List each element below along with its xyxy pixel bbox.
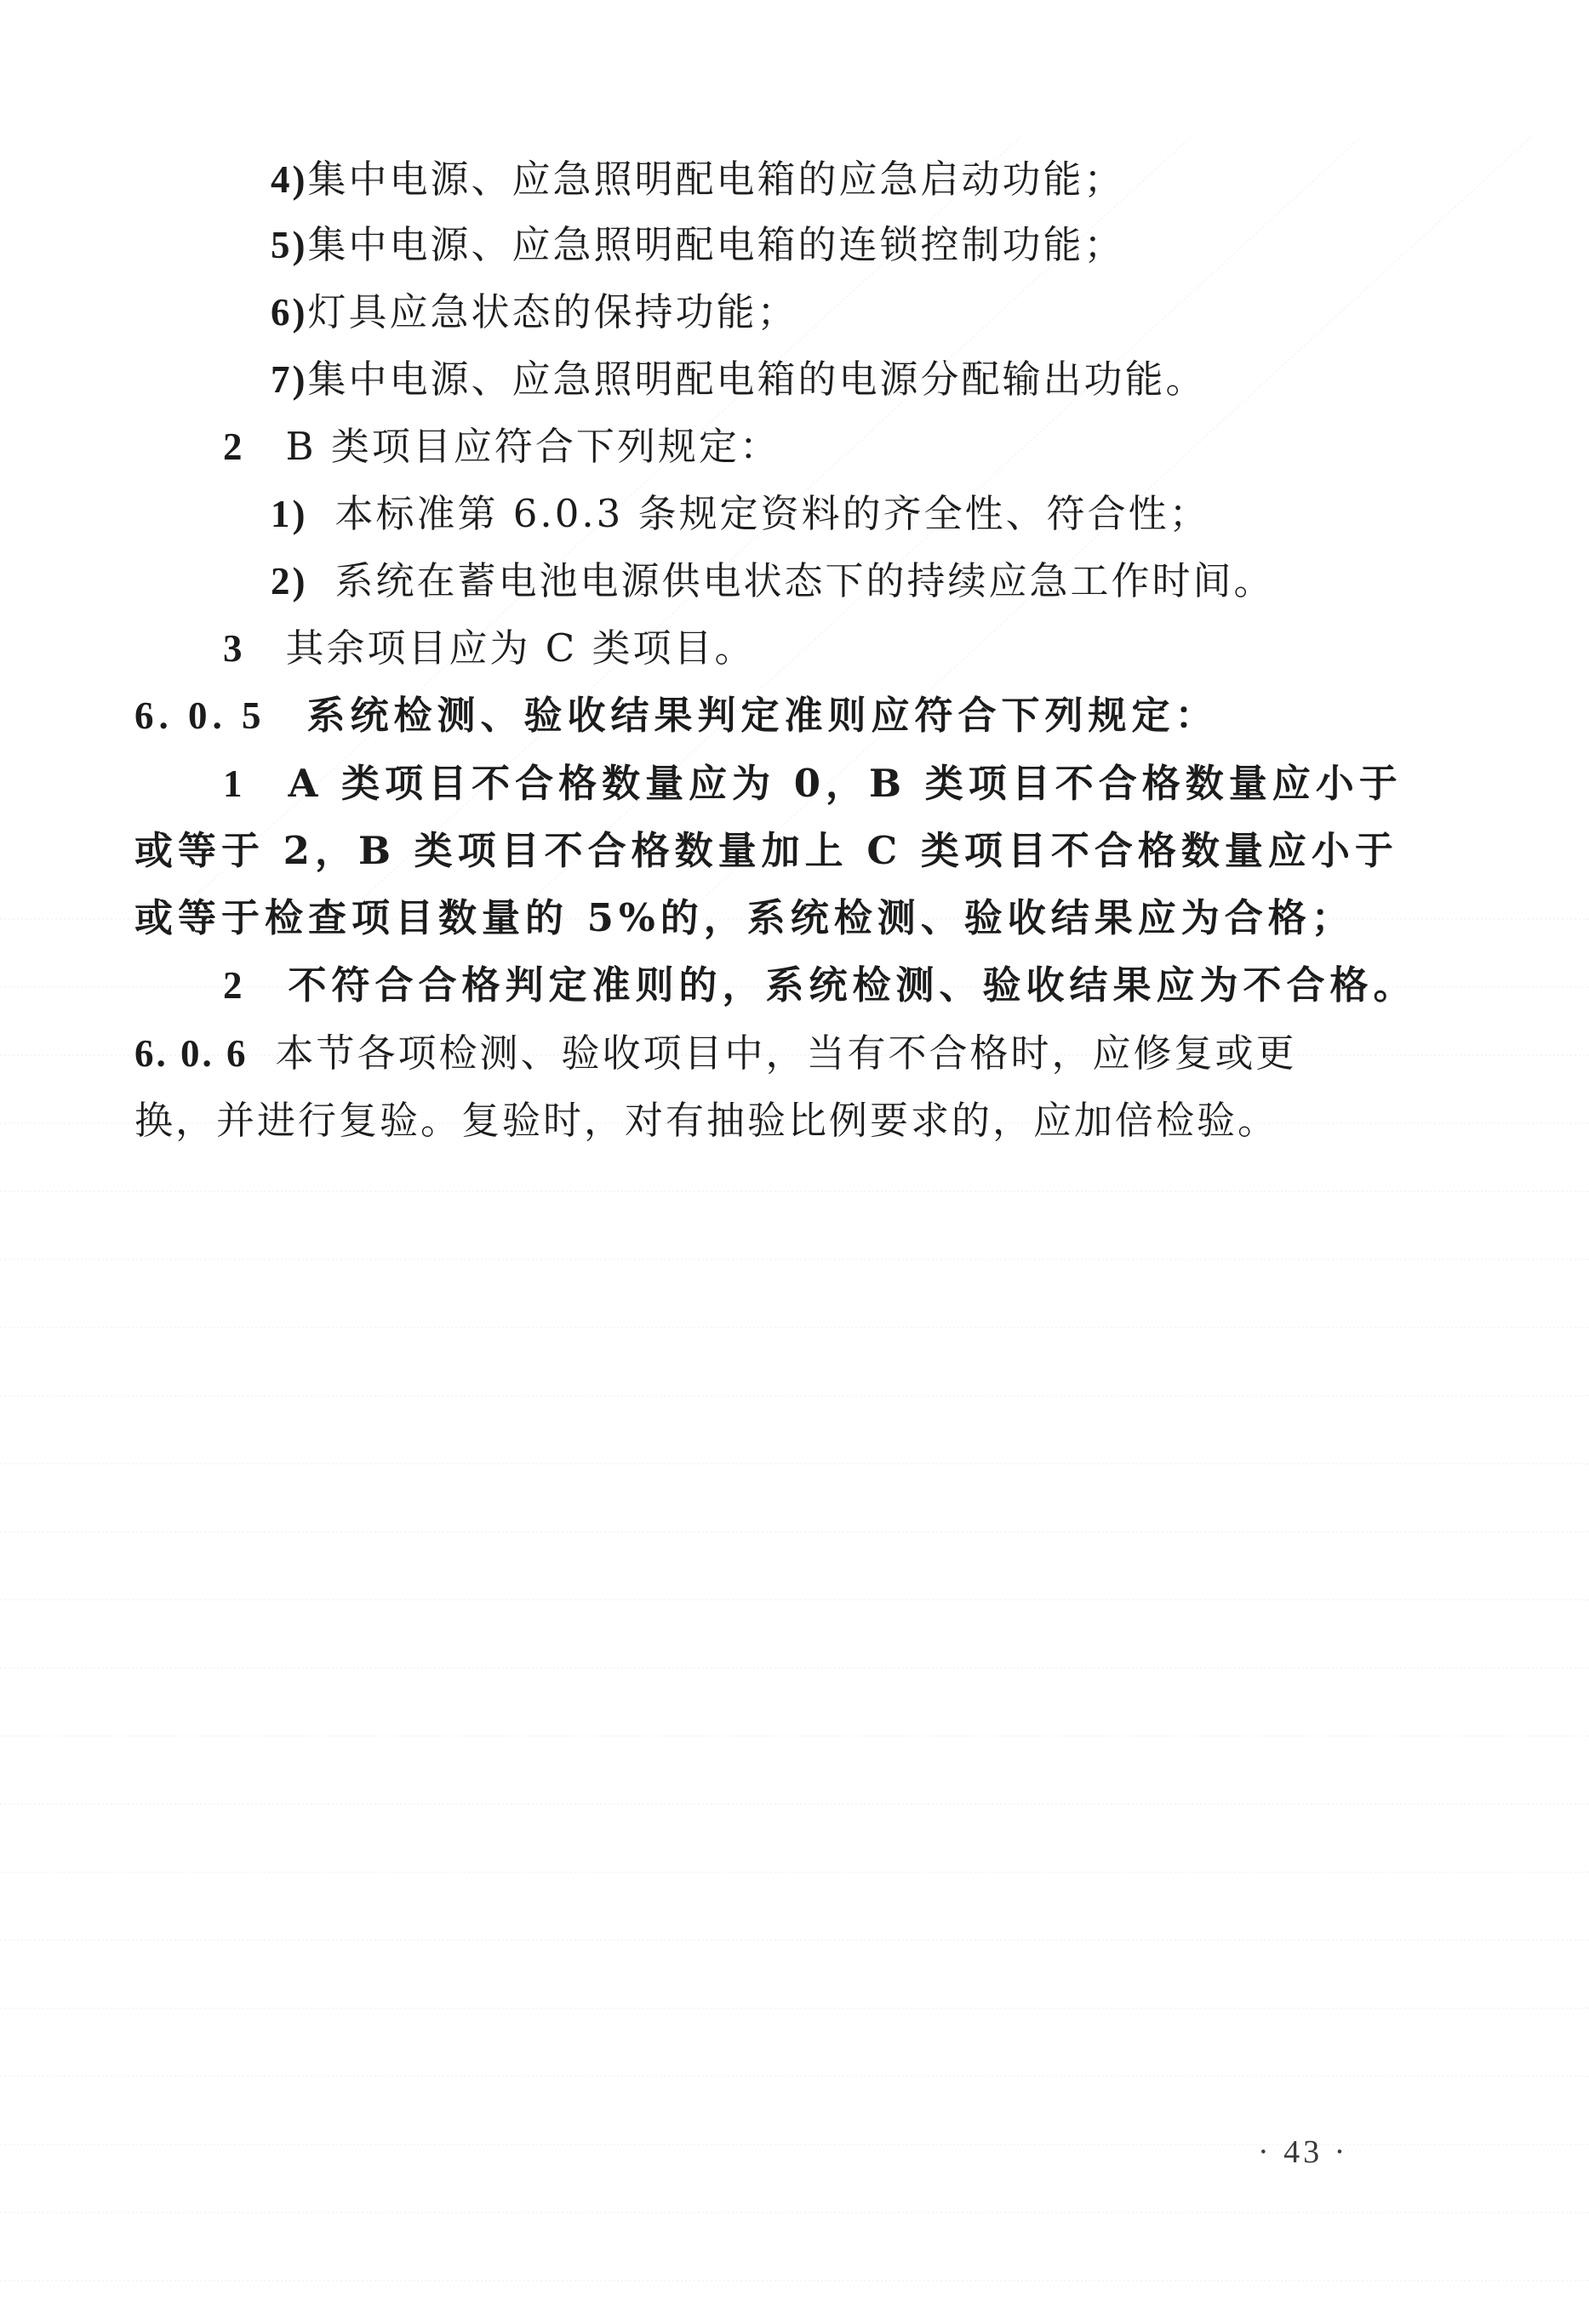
item-5-text: 集中电源、应急照明配电箱的连锁控制功能； <box>307 222 1125 267</box>
item-7-label: 7) <box>271 358 308 401</box>
clause-605-item2-text: 不符合合格判定准则的，系统检测、验收结果应为不合格。 <box>288 962 1417 1008</box>
clause-606-number: 6. 0. 6 <box>134 1032 249 1075</box>
clause-605-item1-line1 <box>223 760 1403 808</box>
clause-605-item2-label: 2 <box>223 964 248 1007</box>
item-b-1-text: 本标准第 6.0.3 条规定资料的齐全性、符合性； <box>334 491 1210 536</box>
clause-606-line1 <box>134 1030 1297 1077</box>
item-b-class <box>223 423 780 471</box>
item-b-1 <box>271 490 1210 538</box>
item-6-label: 6) <box>271 291 308 334</box>
clause-605-item1-line3 <box>134 894 1355 942</box>
item-c-class <box>223 625 756 672</box>
item-4-label: 4) <box>271 158 308 201</box>
clause-605-heading <box>134 692 1219 739</box>
item-6 <box>271 288 798 336</box>
clause-605-item1-text-2: 或等于 2，B 类项目不合格数量加上 C 类项目不合格数量应小于 <box>134 828 1398 873</box>
item-6-text: 灯具应急状态的保持功能； <box>307 289 798 334</box>
clause-605-item1-text-3: 或等于检查项目数量的 5%的，系统检测、验收结果应为合格； <box>134 895 1355 940</box>
clause-605-title: 系统检测、验收结果判定准则应符合下列规定： <box>306 693 1219 738</box>
clause-605-item1-line2 <box>134 827 1398 875</box>
item-b-1-label: 1) <box>271 493 308 535</box>
item-b-2 <box>271 557 1275 605</box>
item-5-label: 5) <box>271 224 308 266</box>
clause-605-item2 <box>223 962 1417 1009</box>
item-4-text: 集中电源、应急照明配电箱的应急启动功能； <box>307 157 1125 202</box>
clause-605-item1-label: 1 <box>223 762 248 805</box>
clause-605-item1-text-1: A 类项目不合格数量应为 0，B 类项目不合格数量应小于 <box>288 761 1403 806</box>
item-5 <box>271 221 1125 269</box>
item-b-2-label: 2) <box>271 560 308 602</box>
clause-606-text-1: 本节各项检测、验收项目中，当有不合格时，应修复或更 <box>275 1031 1297 1076</box>
item-c-class-text: 其余项目应为 C 类项目。 <box>285 625 756 671</box>
item-b-class-label: 2 <box>223 425 245 468</box>
clause-606-text-2: 换，并进行复验。复验时，对有抽验比例要求的，应加倍检验。 <box>134 1098 1279 1143</box>
item-7 <box>271 356 1207 403</box>
item-b-class-text: B 类项目应符合下列规定： <box>285 424 780 469</box>
item-c-class-label: 3 <box>223 627 245 670</box>
page-number: · 43 · <box>1258 2134 1349 2170</box>
item-b-2-text: 系统在蓄电池电源供电状态下的持续应急工作时间。 <box>334 558 1275 603</box>
item-7-text: 集中电源、应急照明配电箱的电源分配输出功能。 <box>307 357 1207 402</box>
clause-605-number: 6. 0. 5 <box>134 694 266 737</box>
item-4 <box>271 156 1125 203</box>
clause-606-line2 <box>134 1097 1278 1145</box>
